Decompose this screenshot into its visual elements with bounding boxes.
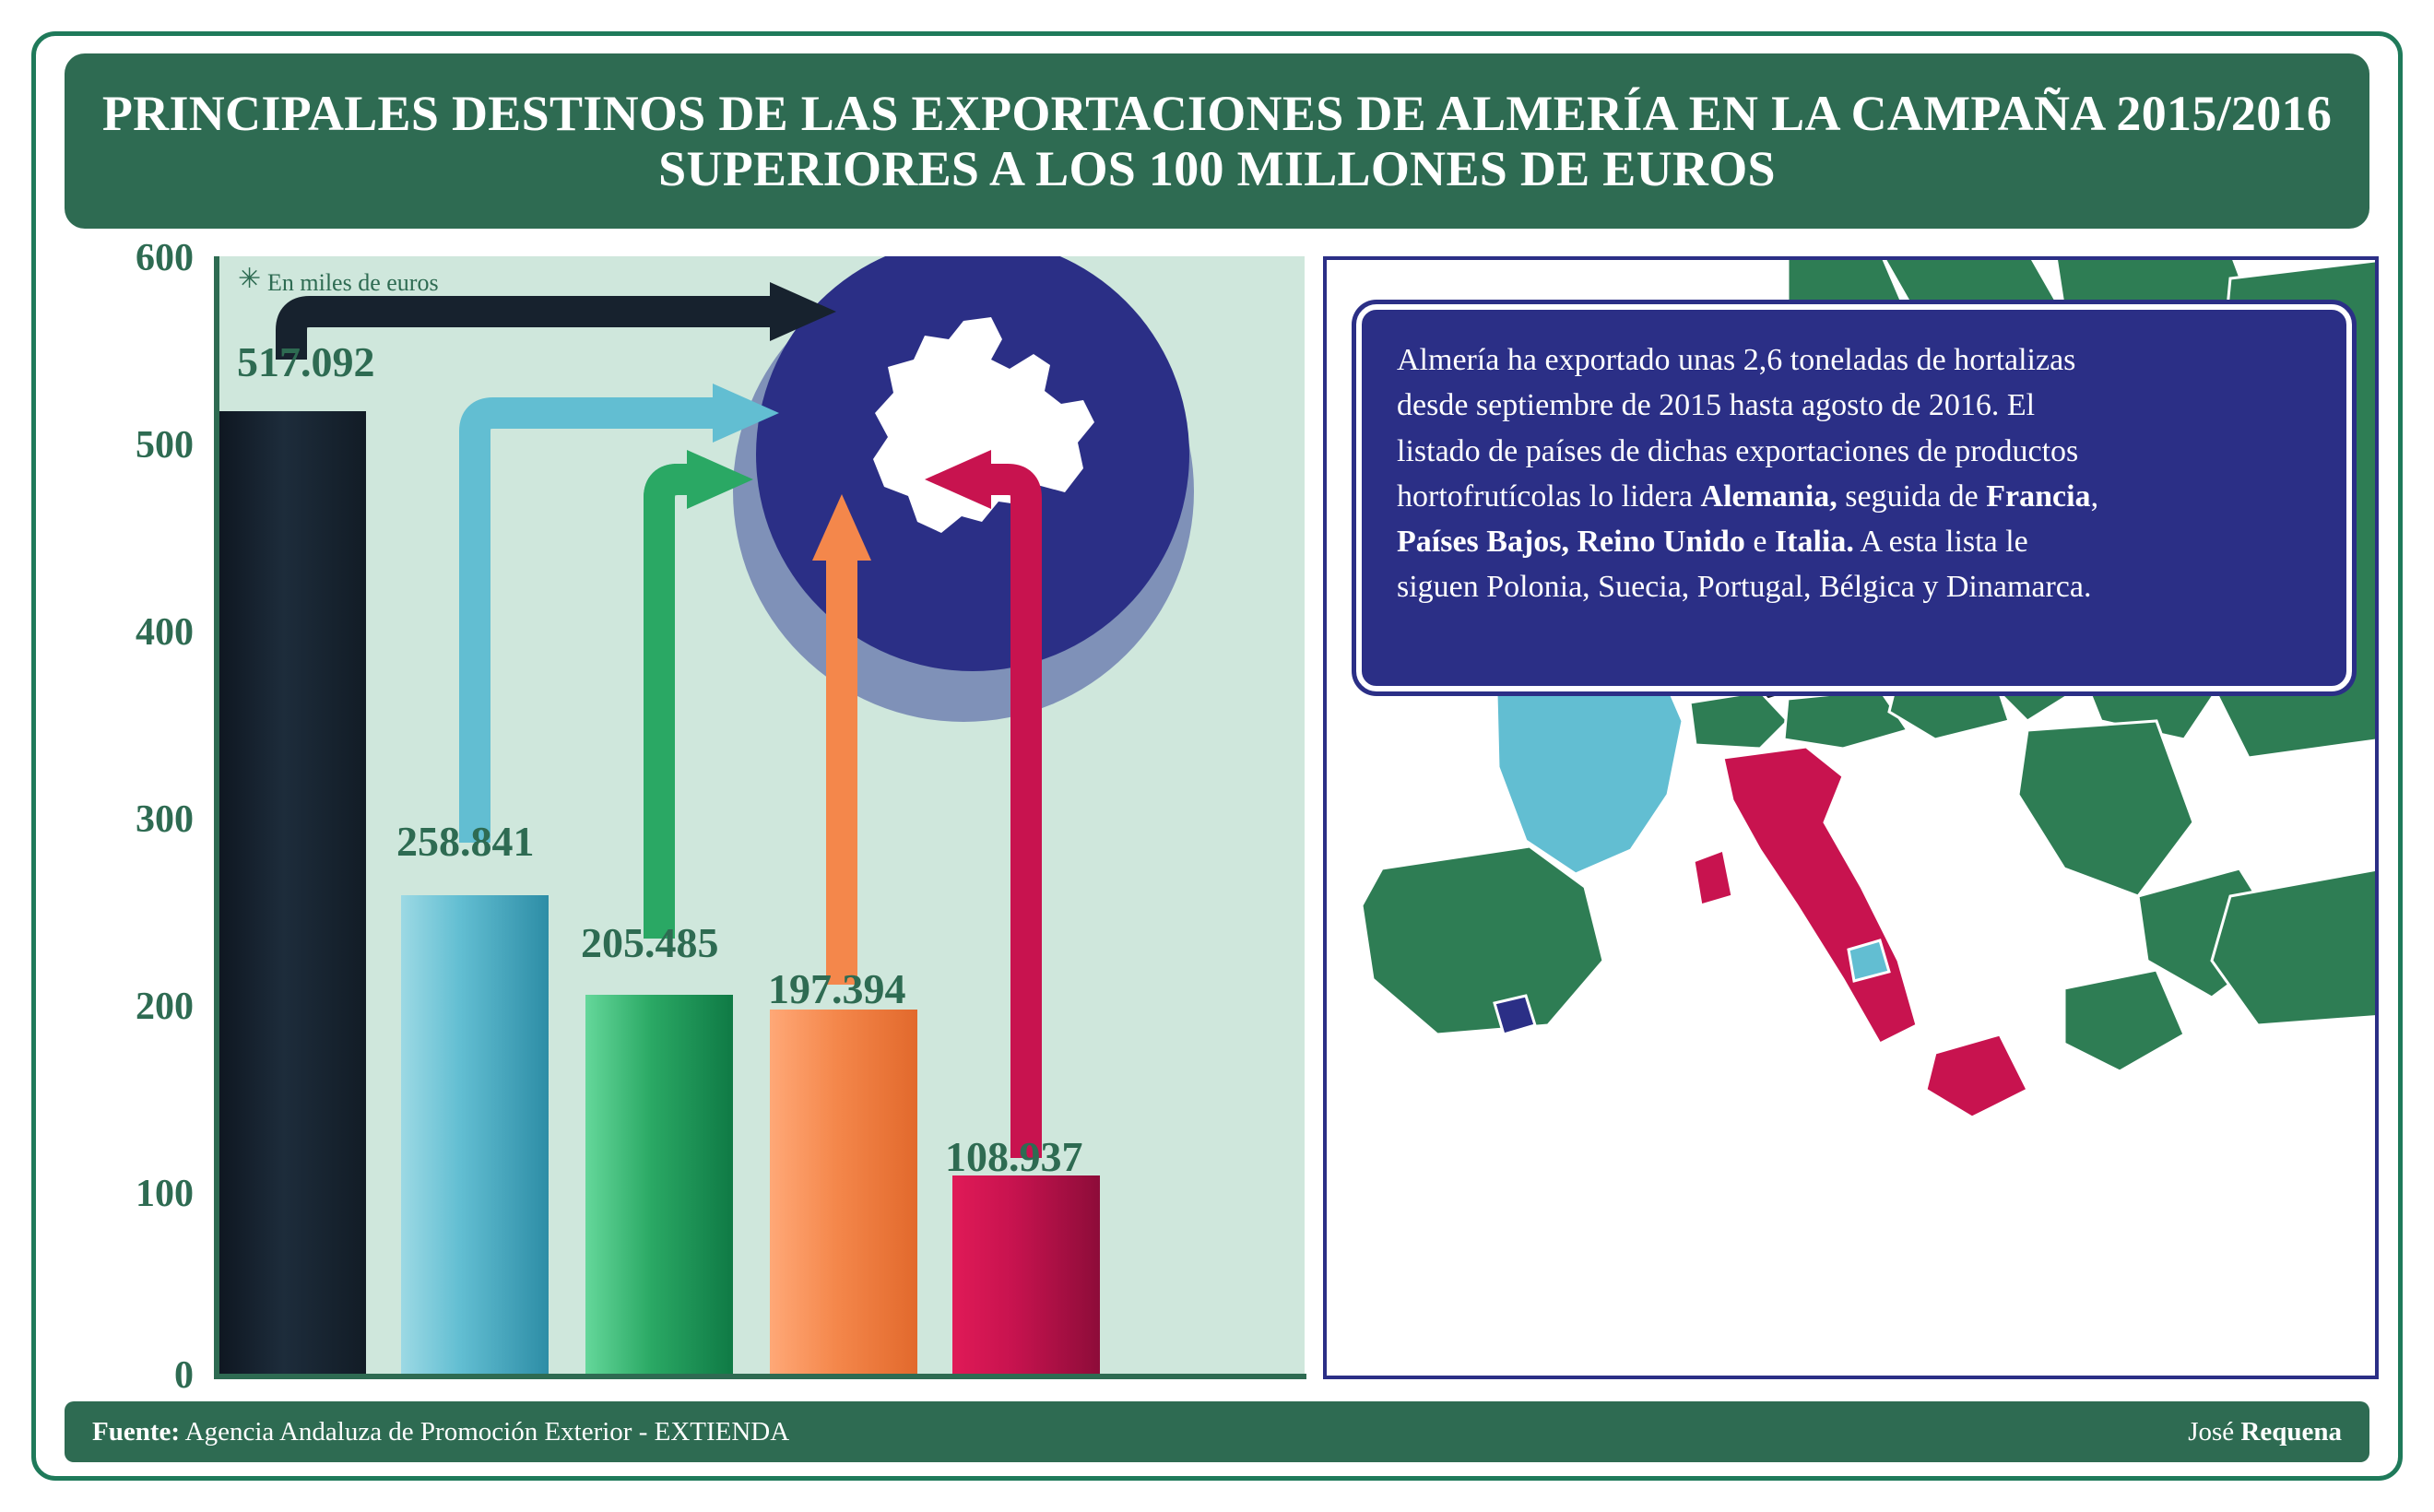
callout-text	[1397, 337, 2311, 610]
bar-paises-bajos	[585, 995, 733, 1379]
bar-reino-unido	[770, 1010, 917, 1379]
footer-bar	[65, 1401, 2369, 1462]
asterisk-icon: ✳	[238, 264, 262, 294]
callout-line-2: desde septiembre de 2015 hasta agosto de 2016. El	[1397, 388, 2036, 423]
callout-box	[1356, 304, 2352, 691]
callout-line-5d: A esta lista le	[1853, 525, 2028, 560]
x-axis	[214, 1374, 1306, 1379]
y-tick-400: 400	[136, 611, 194, 654]
source-value: Agencia Andaluza de Promoción Exterior - EXTIENDA	[180, 1416, 790, 1447]
source-label: Fuente:	[92, 1416, 181, 1447]
bar-francia	[401, 895, 549, 1379]
author-last-name: Requena	[2240, 1416, 2342, 1447]
callout-line-4e: ,	[2090, 478, 2099, 514]
callout-line-4c: seguida de	[1837, 478, 1987, 514]
page-title: PRINCIPALES DESTINOS DE LAS EXPORTACIONES DE ALMERÍA EN LA CAMPAÑA 2015/2016 SUPERIORES A LOS 100 MILLONES DE EUROS	[101, 85, 2333, 196]
callout-line-3: listado de países de dichas exportaciones de productos	[1397, 433, 2079, 468]
callout-line-5b: e	[1744, 525, 1775, 560]
callout-line-6: siguen Polonia, Suecia, Portugal, Bélgica y Dinamarca.	[1397, 570, 2092, 605]
content-area	[55, 237, 2379, 1397]
bar-value-francia: 258.841	[396, 818, 535, 865]
bar-value-paises-bajos: 205.485	[581, 919, 719, 966]
y-axis	[214, 256, 219, 1379]
map-panel	[1323, 256, 2379, 1379]
bar-value-reino-unido: 197.394	[768, 965, 906, 1012]
y-tick-500: 500	[136, 424, 194, 467]
bar-italia	[952, 1175, 1100, 1379]
almeria-province-shape	[853, 312, 1102, 588]
callout-country-alemania: Alemania,	[1700, 478, 1837, 514]
y-tick-100: 100	[136, 1173, 194, 1215]
y-tick-200: 200	[136, 986, 194, 1028]
y-tick-0: 0	[174, 1354, 194, 1397]
bar-alemania	[217, 411, 366, 1379]
callout-country-paises-bajos-reino-unido: Países Bajos, Reino Unido	[1397, 525, 1745, 560]
y-tick-300: 300	[136, 798, 194, 841]
source-credit	[92, 1417, 789, 1447]
callout-line-4a: hortofrutícolas lo lidera	[1397, 478, 1701, 514]
bar-chart	[55, 237, 1309, 1397]
chart-plot-area	[217, 256, 1305, 1379]
callout-country-francia: Francia	[1986, 478, 2091, 514]
y-tick-600: 600	[136, 237, 194, 279]
callout-country-italia: Italia.	[1774, 525, 1854, 560]
author-credit	[2188, 1417, 2342, 1447]
legend-label: En miles de euros	[267, 269, 439, 296]
title-bar	[65, 53, 2369, 229]
bar-value-alemania: 517.092	[237, 338, 375, 385]
bar-value-italia: 108.937	[945, 1133, 1083, 1180]
author-first-name: José	[2188, 1416, 2241, 1447]
callout-line-1: Almería ha exportado unas 2,6 toneladas de hortalizas	[1397, 343, 2076, 377]
